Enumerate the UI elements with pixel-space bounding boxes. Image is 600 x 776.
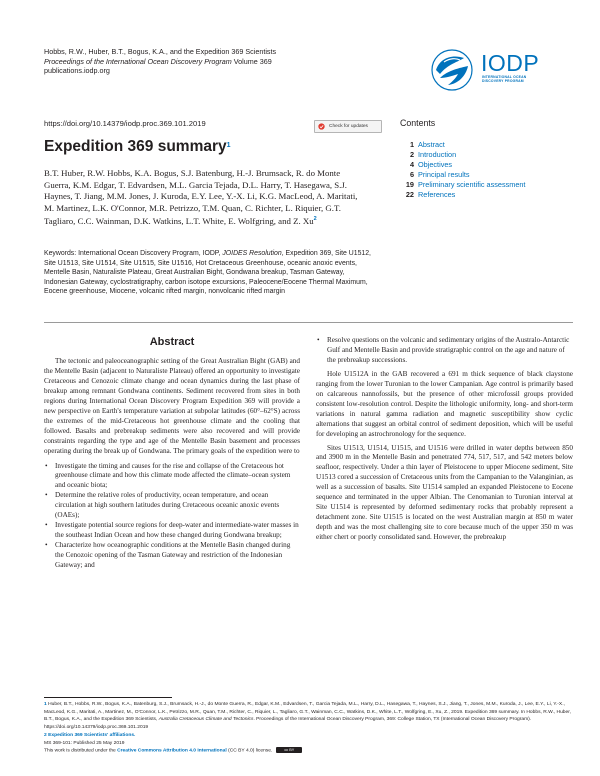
- contents-label: Preliminary scientific assessment: [418, 180, 526, 189]
- contents-heading: Contents: [400, 118, 436, 128]
- paper-title: [44, 138, 231, 156]
- keywords-ship: JOIDES Resolution: [222, 250, 282, 257]
- footnote-divider: [44, 697, 172, 698]
- goal-item: • Investigate the timing and causes for the rise and collapse of the Cretaceous hot greenhouse climate and how this climate mode affected the climate–ocean system and oceanic biota;: [55, 462, 300, 492]
- footnotes: [44, 701, 573, 755]
- footnote-1-lead: Huber, B.T., Hobbs, R.W., Bogus, K.A., Batenburg, S.J., Brumsack, H.-J., do Monte Guerra, R., Edgar, K.M., Edvardsen, T., Garcia Tejada, M.L., Harry, D.L., Hasegawa, T., Haynes, S.J., Jiang, T., Jones, M.M., Kuroda, J., Lee, E.Y., Li, Y.-X., MacLeod, K.G., Maritati, A., Martinez, M., O'Connor, L.K., Petrizzo, M.R., Quan, T.M., Richter, C., Riquier, L., Tagliaro, G.T., Wainman, C.C., Watkins, D.K., White, L.T., Wolfgring, E., Xu, Z., 2019. Expedition 369 summary. In Hobbs, R.W., Huber, B.T., Bogus, K.A., and the Expedition 369 Scientists,: [44, 702, 571, 723]
- goal-item: • Investigate potential source regions for deep-water and intermediate-water masses in the southeast Indian Ocean and how these changed during Gondwana breakup;: [55, 521, 300, 541]
- abstract-paragraph-1: The tectonic and paleoceanographic setting of the Great Australian Bight (GAB) and the Mentelle Basin (adjacent to Naturaliste Plateau) offered an opportunity to investigate Cretaceous and Cenozoic climate change and ocean dynamics during the last phase of breakup among remnant Gondwana continents. Sediment recovered from sites in both regions during International Ocean Discovery Program Expedition 369 will provide a new perspective on Earth's temperature variation at subpolar latitudes (60°–62°S) across the extremes of the mid-Cretaceous hot greenhouse climate and the cooling that followed. Basalts and prebreakup sediments were also recovered and will provide constraints regarding the type and age of the Mentelle Basin basement and processes operating during the break up of Gondwana. The primary goals of the expedition were to: [44, 357, 300, 455]
- contents-item-references[interactable]: [400, 190, 570, 200]
- goal-item: • Characterize how oceanographic conditions at the Mentelle Basin changed during the Cenozoic opening of the Tasman Gateway and restriction of the Indonesian Gateway; and: [55, 541, 300, 571]
- contents-item-introduction[interactable]: [400, 150, 570, 160]
- publications-url[interactable]: publications.iodp.org: [44, 66, 110, 76]
- author-list: [44, 168, 366, 227]
- contents-page: 2: [409, 150, 414, 159]
- license-lead: This work is distributed under the: [44, 748, 118, 754]
- keywords-lead: Keywords: International Ocean Discovery Program, IODP,: [44, 250, 223, 257]
- contents-item-assessment[interactable]: [400, 180, 570, 190]
- abstract-heading: Abstract: [149, 336, 195, 348]
- goal-item: • Resolve questions on the volcanic and sedimentary origins of the Australo-Antarctic Gulf and Mentelle Basin and provide stratigraphic control on the age and nature of the prebreakup successions.: [327, 336, 573, 366]
- iodp-wordmark: IODP: [481, 50, 540, 76]
- footnote-2[interactable]: 2 Expedition 369 Scientists' affiliations.: [44, 732, 136, 738]
- iodp-logo: [430, 47, 570, 93]
- contents-page: 4: [409, 160, 414, 169]
- check-for-updates-label: Check for updates: [329, 124, 368, 129]
- proceedings-title: Proceedings of the International Ocean Discovery Program: [44, 56, 232, 66]
- license-rest: (CC BY 4.0) license.: [226, 748, 273, 754]
- keywords-rest: , Expedition 369, Site U1512, Site U1513, Site U1514, Site U1515, Site U1516, Hot Cretaceous Greenhouse, oceanic anoxic events, Mentelle Basin, Naturaliste Plateau, Great Australian Bight, Gondwana breakup, Tasman Gateway, Indonesian Gateway, cyclostratigraphy, carbon isotope excursions, Paleocene/Eocene Thermal Maximum, Eocene greenhouse, Miocene, volcanic rifted margin, nonvolcanic rifted margin: [44, 250, 371, 296]
- iodp-globe-icon: [430, 48, 474, 92]
- iodp-subtitle-line-2: DISCOVERY PROGRAM: [482, 79, 524, 83]
- cc-by-badge[interactable]: cc BY: [276, 747, 302, 753]
- manuscript-info: MS 369-101: Published 25 May 2019: [44, 740, 125, 746]
- license-line: [44, 747, 573, 755]
- abstract-column-right: [316, 336, 573, 543]
- doi-link[interactable]: https://doi.org/10.14379/iodp.proc.369.101.2019: [44, 119, 206, 128]
- proceedings-line: [44, 57, 374, 67]
- contents-label: Introduction: [418, 150, 457, 159]
- authors-footnote-marker[interactable]: 2: [313, 216, 317, 222]
- abstract-paragraph-2: Hole U1512A in the GAB recovered a 691 m thick sequence of black claystone ranging from the lower Turonian to the lower Campanian. Age control is primarily based on calcareous nannofossils, but the presence of other microfossil groups provided consistent low-resolution control. Despite the lithologic uniformity, long- and short-term variations in natural gamma radiation and magnetic susceptibility show cyclic alternations that suggest an orbital control of sediment deposition, which will be useful for developing an astrochronology for the sequence.: [316, 369, 573, 438]
- contents-label: References: [418, 190, 456, 199]
- abstract-column-left: [44, 357, 300, 571]
- footnote-1-rest: . Proceedings of the International Ocean Discovery Program, 369: College Station, TX (International Ocean Discovery Program). https://doi.org/10.14379/iodp.proc.369.101.2019: [44, 717, 532, 731]
- goals-list: [44, 462, 300, 571]
- contents-page: 19: [405, 180, 414, 189]
- contents-box: [400, 118, 570, 200]
- title-footnote-marker[interactable]: 1: [226, 142, 231, 149]
- footnote-1: 1 Huber, B.T., Hobbs, R.W., Bogus, K.A., Batenburg, S.J., Brumsack, H.-J., do Monte Guerra, R., Edgar, K.M., Edvardsen, T., Garcia Tejada, M.L., Harry, D.L., Hasegawa, T., Haynes, S.J., Jiang, T., Jones, M.M., Kuroda, J., Lee, E.Y., Li, Y.-X., MacLeod, K.G., Maritati, A., Martinez, M., O'Connor, L.K., Petrizzo, M.R., Quan, T.M., Richter, C., Riquier, L., Tagliaro, G.T., Wainman, C.C., Watkins, D.K., White, L.T., Wolfgring, E., Xu, Z., 2019. Expedition 369 summary. In Hobbs, R.W., Huber, B.T., Bogus, K.A., and the Expedition 369 Scientists, Australia Cretaceous Climate and Tectonics. Proceedings of the International Ocean Discovery Program, 369: College Station, TX (International Ocean Discovery Program). https://doi.org/10.14379/iodp.proc.369.101.2019: [44, 702, 571, 731]
- contents-item-principal-results[interactable]: [400, 170, 570, 180]
- iodp-subtitle: [482, 75, 562, 83]
- footnote-2-link[interactable]: Expedition 369 Scientists' affiliations.: [48, 732, 136, 738]
- check-for-updates-button[interactable]: [314, 120, 382, 133]
- license-link[interactable]: Creative Commons Attribution 4.0 International: [117, 748, 227, 754]
- contents-page: 6: [409, 170, 414, 179]
- running-header: [44, 47, 374, 76]
- keywords: [44, 249, 374, 297]
- contents-item-objectives[interactable]: [400, 160, 570, 170]
- editors-line: Hobbs, R.W., Huber, B.T., Bogus, K.A., and the Expedition 369 Scientists: [44, 47, 277, 56]
- contents-page: 1: [409, 140, 414, 149]
- iodp-subtitle-line-1: INTERNATIONAL OCEAN: [482, 75, 527, 79]
- contents-label: Objectives: [418, 160, 453, 169]
- contents-item-abstract[interactable]: [400, 140, 570, 150]
- contents-label: Principal results: [418, 170, 470, 179]
- abstract-paragraph-3: Sites U1513, U1514, U1515, and U1516 were drilled in water depths between 850 and 3900 m in the Mentelle Basin and penetrated 774, 517, 517, and 542 meters below seafloor, respectively. Under a thin layer of Pleistocene to upper Miocene sediment, Site U1513 cored a succession of Cretaceous units from the Campanian to the Valanginian, as well as a succession of basalts. Site U1514 sampled an expanded Pleistocene to Eocene sequence and terminated in the upper Albian. The Cenomanian to Turonian interval at Site U1514 is represented by deformed sedimentary rocks that probably represent a detachment zone. Site U1515 is located on the west Australian margin at 850 m water depth and was the most challenging site to core because much of the upper 350 m was either chert or poorly consolidated sand. However, the prebreakup: [316, 443, 573, 542]
- paper-title-text: Expedition 369 summary: [44, 138, 227, 155]
- contents-label: Abstract: [418, 140, 445, 149]
- contents-page: 22: [405, 190, 414, 199]
- section-divider: [44, 322, 573, 323]
- goal-item: • Determine the relative roles of productivity, ocean temperature, and ocean circulation at high southern latitudes during Cretaceous oceanic anoxic events (OAEs);: [55, 491, 300, 521]
- footnote-1-italic: Australia Cretaceous Climate and Tectonics: [158, 717, 254, 723]
- goals-list-continued: [316, 336, 573, 366]
- volume-label: Volume 369: [231, 56, 272, 66]
- author-names: B.T. Huber, R.W. Hobbs, K.A. Bogus, S.J. Batenburg, H.-J. Brumsack, R. do Monte Guerra, K.M. Edgar, T. Edvardsen, M.L. Garcia Tejada, D.L. Harry, T. Hasegawa, S.J. Haynes, T. Jiang, M.M. Jones, J. Kuroda, E.Y. Lee, Y.-X. Li, K.G. MacLeod, A. Maritati, M. Martinez, L.K. O'Connor, M.R. Petrizzo, T.M. Quan, C. Richter, L. Riquier, G.T. Tagliaro, C.C. Wainman, D.K. Watkins, L.T. White, E. Wolfgring, and Z. Xu: [44, 168, 358, 226]
- check-for-updates-icon: [318, 123, 325, 130]
